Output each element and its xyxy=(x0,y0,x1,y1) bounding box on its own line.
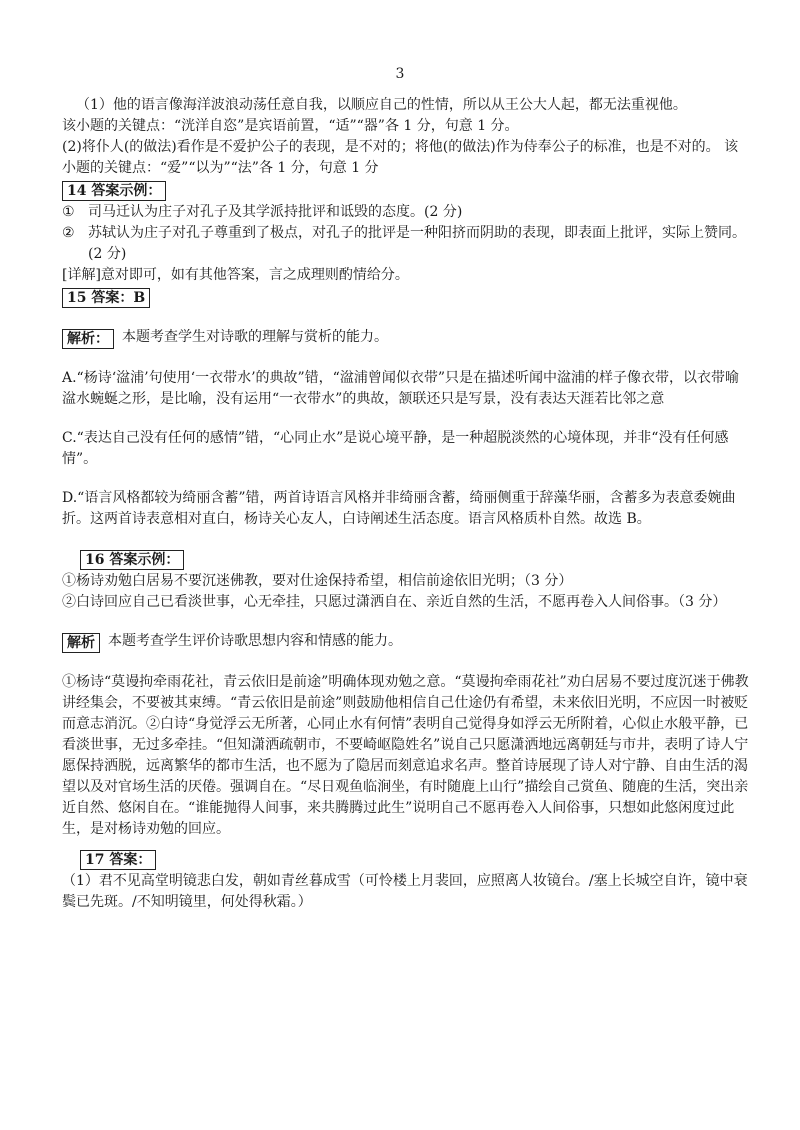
q16-item-1: ①杨诗劝勉白居易不要沉迷佛教，要对仕途保持希望，相信前途依旧光明；（3 分） xyxy=(62,573,573,589)
q16-analysis-line xyxy=(62,631,752,654)
q14-detail: [详解]意对即可，如有其他答案，言之成理则酌情给分。 xyxy=(62,267,409,283)
q15-option-c: C.“表达自己没有任何的感情”错，“心同止水”是说心境平静，是一种超脱淡然的心境体现，并非“没有任何感情”。 xyxy=(62,430,729,467)
q16-analysis-label: 解析 xyxy=(62,633,100,653)
q13-answer-2: (2)将仆人(的做法)看作是不爱护公子的表现，是不对的；将他(的做法)作为侍奉公子的标准，也是不对的。 该小题的关键点：“爱”“以为”“法”各 1 分，句意 1 分 xyxy=(62,139,739,176)
q17-label: 17 答案： xyxy=(80,850,156,870)
q15-label: 15 答案：B xyxy=(62,288,150,308)
q14-item-1 xyxy=(62,202,752,223)
q16-analysis-intro: 本题考查学生评价诗歌思想内容和情感的能力。 xyxy=(108,633,402,649)
answer-content xyxy=(62,95,752,913)
q14-item-1-mark: ① xyxy=(62,204,75,220)
q14-label: 14 答案示例： xyxy=(62,181,166,201)
q15-analysis-line xyxy=(62,327,752,350)
q13-keypoints-1: 该小题的关键点：“洸洋自恣”是宾语前置，“适”“器”各 1 分，句意 1 分。 xyxy=(62,118,519,134)
q15-option-d: D.“语言风格都较为绮丽含蓄”错，两首诗语言风格并非绮丽含蓄，绮丽侧重于辞藻华丽，含蓄多为表意委婉曲折。这两首诗表意相对直白，杨诗关心友人，白诗阐述生活态度。语言风格质朴自然。故选 B。 xyxy=(62,490,736,527)
q16-label: 16 答案示例： xyxy=(80,550,184,570)
q13-answer-1: （1）他的语言像海洋波浪动荡任意自我，以顺应自己的性情，所以从王公大人起，都无法重视他。 xyxy=(76,97,687,113)
q16-item-2: ②白诗回应自己已看淡世事，心无牵挂，只愿过潇洒自在、亲近自然的生活，不愿再卷入人间俗事。（3 分） xyxy=(62,594,727,610)
q15-analysis-label: 解析： xyxy=(62,329,114,349)
q17-answer-1: （1）君不见高堂明镜悲白发，朝如青丝暮成雪（可怜楼上月裴回，应照离人妆镜台。/塞上长城空自许，镜中衰鬓已先斑。/不知明镜里，何处得秋霜。） xyxy=(62,873,748,910)
q14-item-2 xyxy=(62,223,752,265)
page-number: 3 xyxy=(395,66,405,82)
q15-analysis-intro: 本题考查学生对诗歌的理解与赏析的能力。 xyxy=(122,329,388,345)
q15-option-a: A.“杨诗‘湓浦’句使用‘一衣带水’的典故”错，“湓浦曾闻似衣带”只是在描述听闻中湓浦的样子像衣带，以衣带喻湓水蜿蜒之形，是比喻，没有运用“一衣带水”的典故，颔联还只是写景，没有表达天涯若比邻之意 xyxy=(62,370,739,407)
q14-item-2-text: 苏轼认为庄子对孔子尊重到了极点，对孔子的批评是一种阳挤而阴助的表现，即表面上批评，实际上赞同。(2 分) xyxy=(88,225,746,262)
q16-analysis-body: ①杨诗“莫谩拘牵雨花社，青云依旧是前途”明确体现劝勉之意。“莫谩拘牵雨花社”劝白居易不要过度沉迷于佛教讲经集会，不要被其束缚。“青云依旧是前途”则鼓励他相信自己仕途仍有希望，未来依旧光明，不应因一时被贬而意志消沉。②白诗“身觉浮云无所著，心同止水有何情”表明自己觉得身如浮云无所附着，心似止水般平静，已看淡世事，无过多牵挂。“但知潇洒疏朝市，不要崎岖隐姓名”说自己只愿潇洒地远离朝廷与市井，表明了诗人宁愿保持洒脱，远离繁华的都市生活，也不愿为了隐居而刻意追求名声。整首诗展现了诗人对宁静、自由生活的渴望以及对官场生活的厌倦。强调自在。“尽日观鱼临涧坐，有时随鹿上山行”描绘自己赏鱼、随鹿的生活，突出亲近自然、悠闲自在。“谁能抛得人间事，来共腾腾过此生”说明自己不愿再卷入人间俗事，只想如此悠闲度过此生，是对杨诗劝勉的回应。 xyxy=(62,674,749,837)
q14-item-1-text: 司马迁认为庄子对孔子及其学派持批评和诋毁的态度。(2 分) xyxy=(88,204,463,220)
q14-item-2-mark: ② xyxy=(62,225,75,241)
